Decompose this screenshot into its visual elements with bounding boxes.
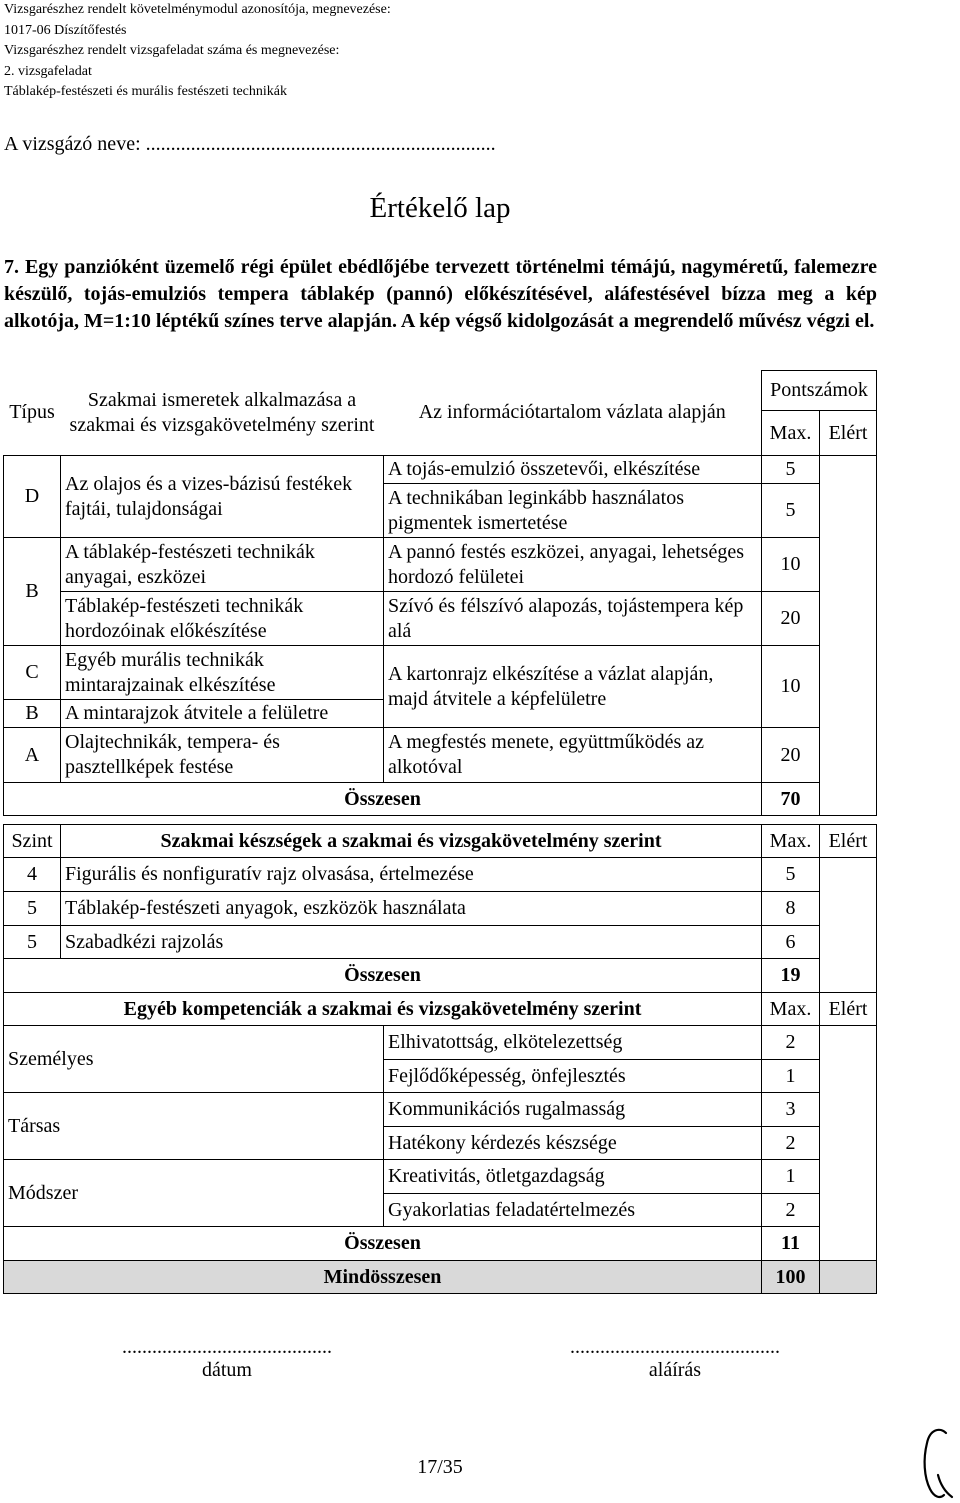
knowledge-cell: Olajtechnikák, tempera- és pasztellképek festése [61,728,384,783]
module-label: Vizsgarészhez rendelt követelménymodul azonosítója, megnevezése: [4,2,391,17]
document-header [4,0,391,103]
max-cell: 20 [762,728,820,783]
max-cell: 10 [762,646,820,728]
info-cell: A tojás-emulzió összetevői, elkészítése [384,456,762,484]
grand-total-value: 100 [762,1261,820,1294]
level-cell: 4 [4,858,61,892]
max-cell: 10 [762,538,820,592]
header-achieved: Elért [820,825,877,858]
header-max: Max. [762,993,820,1026]
max-cell: 6 [762,926,820,959]
total-value: 70 [762,783,820,816]
max-cell: 5 [762,456,820,484]
competency-cell: Fejlődőképesség, önfejlesztés [384,1060,762,1093]
info-cell: A technikában leginkább használatos pigmentek ismertetése [384,484,762,538]
competency-cell: Gyakorlatias feladatértelmezés [384,1194,762,1227]
signature-label: aláírás [648,1359,702,1381]
type-cell: C [4,646,61,700]
achieved-cell[interactable] [820,858,877,993]
info-cell: Szívó és félszívó alapozás, tojástempera kép alá [384,592,762,646]
grand-total-label: Mindösszesen [4,1261,762,1294]
header-achieved: Elért [820,411,877,456]
task-label: Vizsgarészhez rendelt vizsgafeladat száma és megnevezése: [4,43,340,58]
info-cell: A kartonrajz elkészítése a vázlat alapján, majd átvitele a képfelületre [384,646,762,728]
skills-table [3,824,877,993]
header-knowledge: Szakmai ismeretek alkalmazása a szakmai és vizsgakövetelmény szerint [69,388,375,436]
knowledge-cell: A mintarajzok átvitele a felületre [61,700,384,728]
max-cell: 5 [762,484,820,538]
competency-cell: Kommunikációs rugalmasság [384,1093,762,1127]
competency-cell: Hatékony kérdezés készsége [384,1127,762,1160]
total-value: 11 [762,1227,820,1261]
date-line[interactable]: .......................................... [122,1336,332,1358]
max-cell: 2 [762,1026,820,1060]
achieved-cell[interactable] [820,456,877,816]
signature-line[interactable]: .......................................... [570,1336,780,1358]
header-max: Max. [762,825,820,858]
competencies-table [3,992,877,1294]
group-cell: Módszer [4,1160,384,1227]
header-type: Típus [9,401,55,424]
grand-total-achieved[interactable] [820,1261,877,1294]
max-cell: 3 [762,1093,820,1127]
header-points: Pontszámok [762,371,877,411]
task-name: Táblakép-festészeti és murális festészeti technikák [4,84,287,99]
level-cell: 5 [4,926,61,959]
header-achieved: Elért [820,993,877,1026]
header-info: Az információtartalom vázlata alapján [418,401,726,424]
task-description: 7. Egy panzióként üzemelő régi épület ebédlőjébe tervezett történelmi témájú, nagyméretű, falemezre készülő, tojás-emulziós tempera táblakép (pannó) előkészítésével, aláfestésével bízza meg a kép alkotója, M=1:10 léptékű színes terve alapján. A kép végső kidolgozását a megrendelő művész végzi el. [4,256,877,332]
type-cell: D [4,456,61,538]
skill-cell: Szabadkézi rajzolás [61,926,762,959]
knowledge-cell: Az olajos és a vizes-bázisú festékek fajtái, tulajdonságai [61,456,384,538]
competency-cell: Kreativitás, ötletgazdagság [384,1160,762,1194]
max-cell: 5 [762,858,820,892]
knowledge-cell: A táblakép-festészeti technikák anyagai, eszközei [61,538,384,592]
header-competencies: Egyéb kompetenciák a szakmai és vizsgakövetelmény szerint [4,993,762,1026]
max-cell: 1 [762,1160,820,1194]
info-cell: A megfestés menete, együttműködés az alkotóval [384,728,762,783]
max-cell: 2 [762,1127,820,1160]
total-label: Összesen [4,783,762,816]
header-level: Szint [4,825,61,858]
type-cell: B [4,700,61,728]
knowledge-cell: Táblakép-festészeti technikák hordozóinak előkészítése [61,592,384,646]
module-name: 1017-06 Díszítőfestés [4,22,127,38]
competency-cell: Elhivatottság, elkötelezettség [384,1026,762,1060]
type-cell: B [4,538,61,646]
header-max: Max. [762,411,820,456]
max-cell: 8 [762,892,820,926]
group-cell: Társas [4,1093,384,1160]
handwritten-initial [918,1425,958,1501]
max-cell: 1 [762,1060,820,1093]
page-number: 17/35 [417,1456,463,1478]
task-number: 2. vizsgafeladat [4,63,92,79]
knowledge-cell: Egyéb murális technikák mintarajzainak elkészítése [61,646,384,700]
signature-block [538,1336,812,1382]
level-cell: 5 [4,892,61,926]
examinee-name-line: A vizsgázó neve: ...................................................................... [4,133,496,155]
max-cell: 20 [762,592,820,646]
achieved-cell[interactable] [820,1026,877,1261]
knowledge-table [3,370,877,816]
skill-cell: Táblakép-festészeti anyagok, eszközök használata [61,892,762,926]
header-skills: Szakmai készségek a szakmai és vizsgakövetelmény szerint [61,825,762,858]
page-title: Értékelő lap [369,192,511,224]
total-label: Összesen [4,1227,762,1261]
date-label: dátum [202,1359,252,1381]
total-label: Összesen [4,959,762,993]
skill-cell: Figurális és nonfiguratív rajz olvasása, értelmezése [61,858,762,892]
type-cell: A [4,728,61,783]
date-block [90,1336,364,1382]
total-value: 19 [762,959,820,993]
info-cell: A pannó festés eszközei, anyagai, lehetséges hordozó felületei [384,538,762,592]
group-cell: Személyes [4,1026,384,1093]
max-cell: 2 [762,1194,820,1227]
